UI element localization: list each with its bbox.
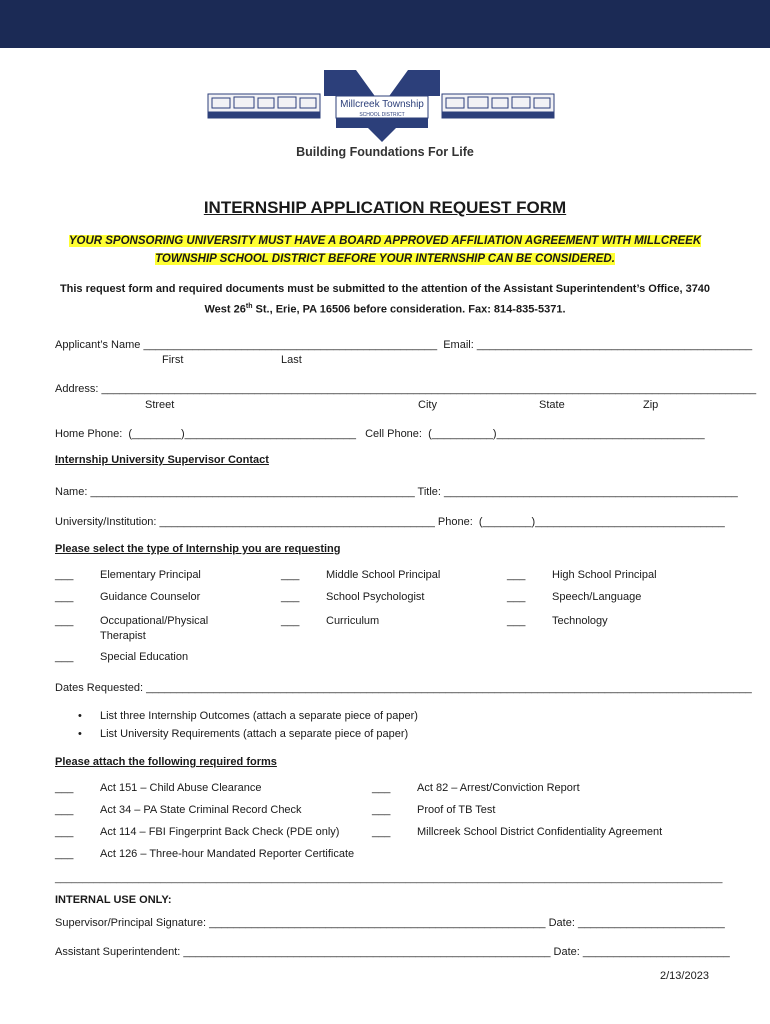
school-buildings-right-icon bbox=[442, 94, 554, 118]
checkbox-blank[interactable]: ___ bbox=[507, 615, 526, 627]
checkbox-blank[interactable]: ___ bbox=[281, 615, 300, 627]
checkbox-blank[interactable]: ___ bbox=[372, 782, 391, 794]
applicant-name-field[interactable]: Applicant’s Name ________________________________________________ Email: _____________________________________________ bbox=[55, 339, 753, 351]
form-act-114: Act 114 – FBI Fingerprint Back Check (PDE only) bbox=[100, 826, 340, 838]
checkbox-blank[interactable]: ___ bbox=[507, 569, 526, 581]
bullet-icon: • bbox=[78, 710, 82, 722]
checkbox-blank[interactable]: ___ bbox=[372, 826, 391, 838]
supervisor-name-field[interactable]: Name: _____________________________________________________ Title: ________________________________________________ bbox=[55, 486, 738, 498]
info-line-2a: West 26 bbox=[204, 303, 246, 316]
type-technology: Technology bbox=[552, 615, 608, 627]
checkbox-blank[interactable]: ___ bbox=[55, 651, 74, 663]
supervisor-heading: Internship University Supervisor Contact bbox=[55, 454, 269, 466]
checkbox-blank[interactable]: ___ bbox=[281, 569, 300, 581]
checkbox-blank[interactable]: ___ bbox=[55, 848, 74, 860]
form-act-126: Act 126 – Three-hour Mandated Reporter Certificate bbox=[100, 848, 355, 860]
form-tb-test: Proof of TB Test bbox=[417, 804, 496, 816]
first-label: First bbox=[162, 354, 184, 366]
checkbox-blank[interactable]: ___ bbox=[55, 591, 74, 603]
state-label: State bbox=[539, 399, 565, 411]
asst-superintendent-field[interactable]: Assistant Superintendent: ____________________________________________________________ Date: ________________________ bbox=[55, 946, 730, 958]
info-line-1: This request form and required documents must be submitted to the attention of the Assistant Superintendent’s Office, 3740 bbox=[59, 283, 711, 295]
form-act-151: Act 151 – Child Abuse Clearance bbox=[100, 782, 262, 794]
checkbox-blank[interactable]: ___ bbox=[281, 591, 300, 603]
type-high-school-principal: High School Principal bbox=[552, 569, 657, 581]
warning-line-1: YOUR SPONSORING UNIVERSITY MUST HAVE A BOARD APPROVED AFFILIATION AGREEMENT WITH MILLCREEK bbox=[68, 235, 702, 247]
info-line-2-sup: th bbox=[245, 303, 253, 310]
type-therapist: Therapist bbox=[100, 630, 146, 642]
last-label: Last bbox=[281, 354, 302, 366]
phone-fields[interactable]: Home Phone: (________)____________________________ Cell Phone: (__________)__________________________________ bbox=[55, 428, 705, 440]
checkbox-blank[interactable]: ___ bbox=[55, 826, 74, 838]
checkbox-blank[interactable]: ___ bbox=[55, 569, 74, 581]
type-curriculum: Curriculum bbox=[326, 615, 380, 627]
submission-info bbox=[50, 281, 720, 319]
type-middle-school-principal: Middle School Principal bbox=[326, 569, 441, 581]
university-field[interactable]: University/Institution: _____________________________________________ Phone: (________)_______________________________ bbox=[55, 516, 725, 528]
checkbox-blank[interactable]: ___ bbox=[55, 804, 74, 816]
type-speech-language: Speech/Language bbox=[552, 591, 642, 603]
bullet-icon: • bbox=[78, 728, 82, 740]
requirements-bullet: List University Requirements (attach a separate piece of paper) bbox=[100, 728, 409, 740]
form-act-82: Act 82 – Arrest/Conviction Report bbox=[417, 782, 580, 794]
supervisor-signature-field[interactable]: Supervisor/Principal Signature: _______________________________________________________ Date: ________________________ bbox=[55, 917, 725, 929]
top-banner bbox=[0, 0, 770, 48]
form-confidentiality: Millcreek School District Confidentiality Agreement bbox=[417, 826, 663, 838]
type-special-education: Special Education bbox=[100, 651, 189, 663]
street-label: Street bbox=[145, 399, 175, 411]
form-act-34: Act 34 – PA State Criminal Record Check bbox=[100, 804, 302, 816]
tagline: Building Foundations For Life bbox=[296, 145, 474, 159]
internal-use-heading: INTERNAL USE ONLY: bbox=[55, 894, 172, 906]
school-buildings-left-icon bbox=[208, 94, 320, 118]
info-line-2b: St., Erie, PA 16506 before consideration. Fax: 814-835-5371. bbox=[252, 303, 566, 316]
type-school-psychologist: School Psychologist bbox=[326, 591, 425, 603]
city-label: City bbox=[418, 399, 437, 411]
affiliation-warning bbox=[60, 232, 710, 268]
zip-label: Zip bbox=[643, 399, 659, 411]
required-forms-heading: Please attach the following required forms bbox=[55, 756, 277, 768]
type-guidance-counselor: Guidance Counselor bbox=[100, 591, 201, 603]
form-date: 2/13/2023 bbox=[660, 970, 709, 982]
dates-requested-field[interactable]: Dates Requested: ___________________________________________________________________________________________________ bbox=[55, 682, 752, 694]
checkbox-blank[interactable]: ___ bbox=[372, 804, 391, 816]
checkbox-blank[interactable]: ___ bbox=[55, 782, 74, 794]
checkbox-blank[interactable]: ___ bbox=[507, 591, 526, 603]
address-field[interactable]: Address: ___________________________________________________________________________________________________________ bbox=[55, 383, 757, 395]
section-divider: ________________________________________________________________________________________________________________________ bbox=[55, 873, 723, 884]
internship-type-heading: Please select the type of Internship you are requesting bbox=[55, 543, 341, 555]
checkbox-blank[interactable]: ___ bbox=[55, 615, 74, 627]
type-occupational-physical: Occupational/Physical bbox=[100, 615, 209, 627]
district-sub: SCHOOL DISTRICT bbox=[359, 112, 405, 118]
outcomes-bullet: List three Internship Outcomes (attach a separate piece of paper) bbox=[100, 710, 418, 722]
warning-line-2: TOWNSHIP SCHOOL DISTRICT BEFORE YOUR INTERNSHIP CAN BE CONSIDERED. bbox=[155, 253, 615, 265]
district-name: Millcreek Township bbox=[340, 99, 424, 110]
type-elementary-principal: Elementary Principal bbox=[100, 569, 201, 581]
form-title: INTERNSHIP APPLICATION REQUEST FORM bbox=[203, 198, 567, 217]
